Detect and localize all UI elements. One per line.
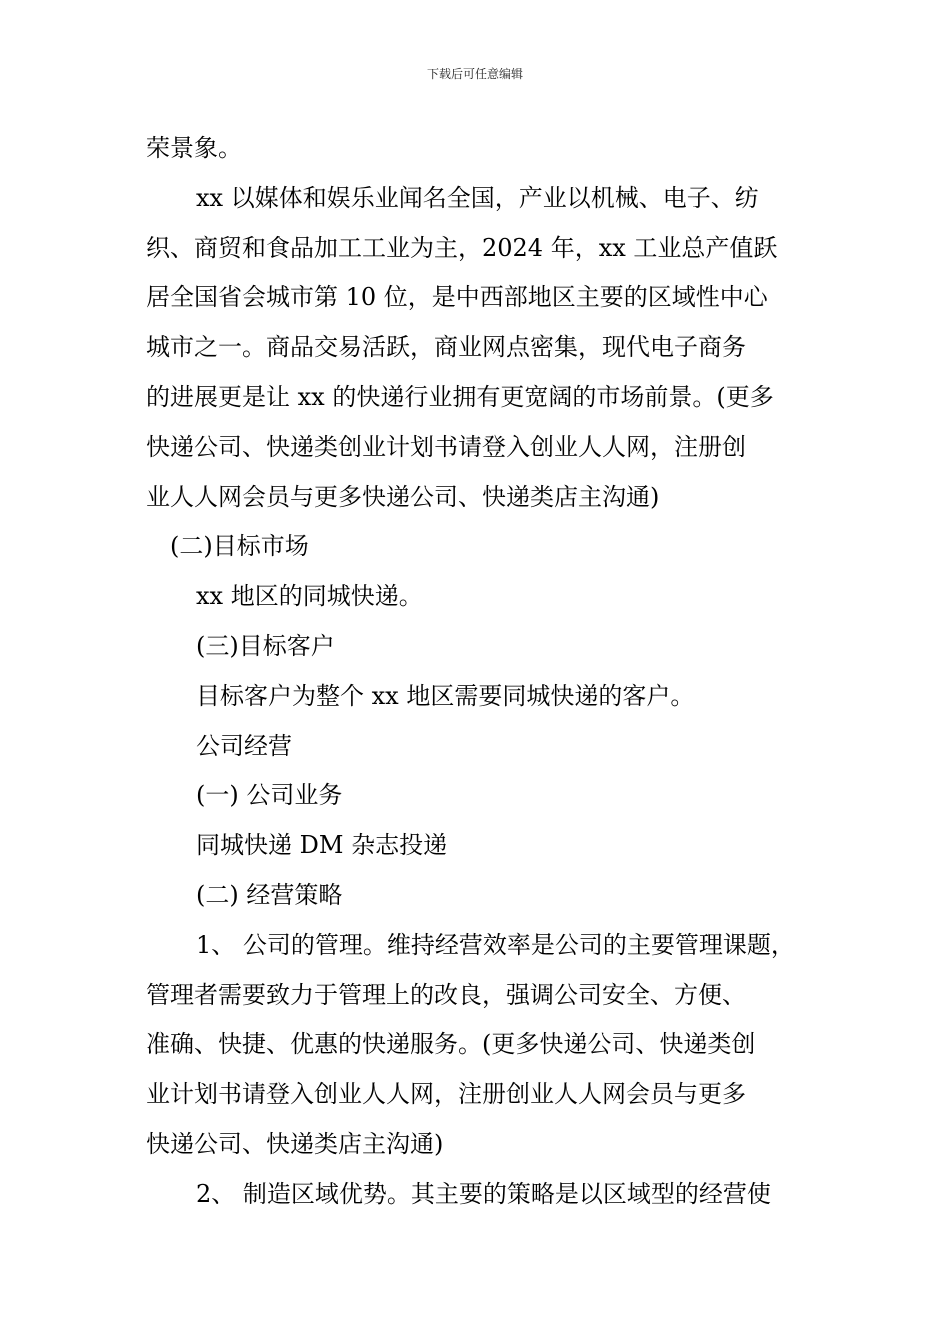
text-line: 城市之一。商品交易活跃，商业网点密集，现代电子商务: [146, 333, 746, 362]
text-line: (二)目标市场: [170, 532, 309, 561]
text-line: 快递公司、快递类创业计划书请登入创业人人网，注册创: [146, 432, 746, 461]
text-line: xx 地区的同城快递。: [196, 582, 423, 611]
text-line: xx 以媒体和娱乐业闻名全国，产业以机械、电子、纺: [196, 183, 759, 212]
text-line: 业计划书请登入创业人人网，注册创业人人网会员与更多: [146, 1080, 746, 1109]
text-line: 1、 公司的管理。维持经营效率是公司的主要管理课题，: [196, 930, 795, 959]
text-line: 荣景象。: [146, 134, 242, 162]
text-line: 同城快递 DM 杂志投递: [196, 831, 448, 860]
text-line: (二) 经营策略: [196, 880, 343, 909]
text-line: 2、 制造区域优势。其主要的策略是以区域型的经营使: [196, 1179, 771, 1208]
text-line: 公司经营: [196, 731, 292, 760]
text-line: (三)目标客户: [196, 631, 335, 660]
text-line: 居全国省会城市第 10 位，是中西部地区主要的区域性中心: [146, 283, 768, 312]
text-line: 快递公司、快递类店主沟通): [146, 1129, 444, 1158]
page-header: 下载后可任意编辑: [426, 67, 523, 81]
text-line: 的进展更是让 xx 的快递行业拥有更宽阔的市场前景。(更多: [146, 382, 774, 411]
text-line: 准确、快捷、优惠的快递服务。(更多快递公司、快递类创: [146, 1030, 756, 1059]
text-line: 目标客户为整个 xx 地区需要同城快递的客户。: [196, 681, 695, 710]
text-line: 业人人网会员与更多快递公司、快递类店主沟通): [146, 482, 660, 511]
text-line: (一) 公司业务: [196, 781, 343, 810]
text-line: 织、商贸和食品加工工业为主，2024 年，xx 工业总产值跃: [146, 233, 778, 262]
text-line: 管理者需要致力于管理上的改良，强调公司安全、方便、: [146, 980, 746, 1009]
document-body: [146, 124, 814, 1220]
